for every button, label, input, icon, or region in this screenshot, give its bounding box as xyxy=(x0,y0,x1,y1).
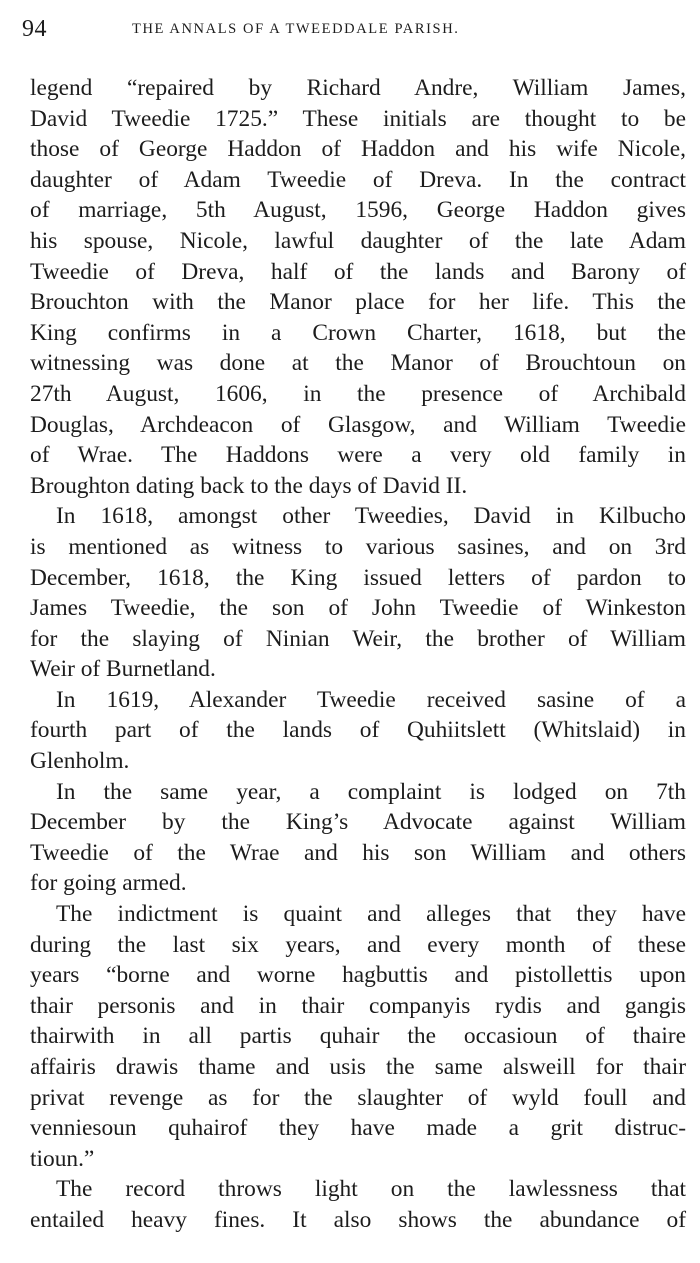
text-line: In the same year, a complaint is lodged on 7th xyxy=(56,778,686,805)
text-line: thair personis and in thair companyis rydis and gangis xyxy=(30,992,686,1019)
running-head: THE ANNALS OF A TWEEDDALE PARISH. xyxy=(132,21,460,37)
text-line: during the last six years, and every month of these xyxy=(30,931,686,958)
text-line: In 1619, Alexander Tweedie received sasine of a xyxy=(56,686,686,713)
text-line: King confirms in a Crown Charter, 1618, but the xyxy=(30,319,686,346)
text-line: fourth part of the lands of Quhiitslett (Whitslaid) in xyxy=(30,717,686,744)
text-line: of Wrae. The Haddons were a very old family in xyxy=(30,442,686,469)
text-line: witnessing was done at the Manor of Brouchtoun on xyxy=(30,350,686,377)
text-line: Tweedie of Dreva, half of the lands and Barony of xyxy=(30,258,686,285)
text-line: his spouse, Nicole, lawful daughter of the late Adam xyxy=(30,227,686,254)
text-line: James Tweedie, the son of John Tweedie of Winkeston xyxy=(30,595,686,622)
text-line: affairis drawis thame and usis the same alsweill for thair xyxy=(30,1054,686,1080)
text-line: for the slaying of Ninian Weir, the brother of William xyxy=(30,625,686,652)
paragraph xyxy=(30,73,686,501)
text-line: venniesoun quhairof they have made a grit distruc- xyxy=(30,1115,686,1142)
text-line: Glenholm. xyxy=(30,748,130,775)
paragraph xyxy=(30,899,686,1174)
text-line: years “borne and worne hagbuttis and pistollettis upon xyxy=(30,962,686,989)
text-line: Weir of Burnetland. xyxy=(30,656,216,683)
text-line: daughter of Adam Tweedie of Dreva. In the contract xyxy=(30,166,686,193)
body-text xyxy=(30,73,686,1236)
paragraph xyxy=(30,777,686,899)
text-line: for going armed. xyxy=(30,870,187,897)
paragraph xyxy=(30,501,686,685)
text-line: December by the King’s Advocate against William xyxy=(30,809,686,836)
text-line: 27th August, 1606, in the presence of Archibald xyxy=(30,380,686,407)
text-line: David Tweedie 1725.” These initials are thought to be xyxy=(30,105,686,132)
page-number: 94 xyxy=(22,16,47,42)
text-line: those of George Haddon of Haddon and his wife Nicole, xyxy=(30,136,686,163)
text-line: Tweedie of the Wrae and his son William and others xyxy=(30,839,686,866)
text-line: entailed heavy fines. It also shows the abundance of xyxy=(30,1206,686,1233)
text-line: is mentioned as witness to various sasines, and on 3rd xyxy=(30,533,686,560)
paragraph xyxy=(30,1174,686,1235)
text-line: The indictment is quaint and alleges that they have xyxy=(56,901,686,928)
text-line: December, 1618, the King issued letters of pardon to xyxy=(30,564,686,591)
text-line: The record throws light on the lawlessness that xyxy=(56,1176,686,1203)
text-line: privat revenge as for the slaughter of wyld foull and xyxy=(30,1084,686,1111)
paragraph xyxy=(30,685,686,777)
text-line: thairwith in all partis quhair the occasioun of thaire xyxy=(30,1023,686,1050)
text-line: Douglas, Archdeacon of Glasgow, and William Tweedie xyxy=(30,411,686,438)
text-line: Brouchton with the Manor place for her life. This the xyxy=(30,289,686,316)
text-line: legend “repaired by Richard Andre, William James, xyxy=(30,75,686,101)
text-line: Broughton dating back to the days of David II. xyxy=(30,472,468,499)
text-line: tioun.” xyxy=(30,1145,95,1172)
text-line: of marriage, 5th August, 1596, George Haddon gives xyxy=(30,197,686,224)
text-line: In 1618, amongst other Tweedies, David in Kilbucho xyxy=(56,503,686,530)
page-header xyxy=(22,16,682,46)
